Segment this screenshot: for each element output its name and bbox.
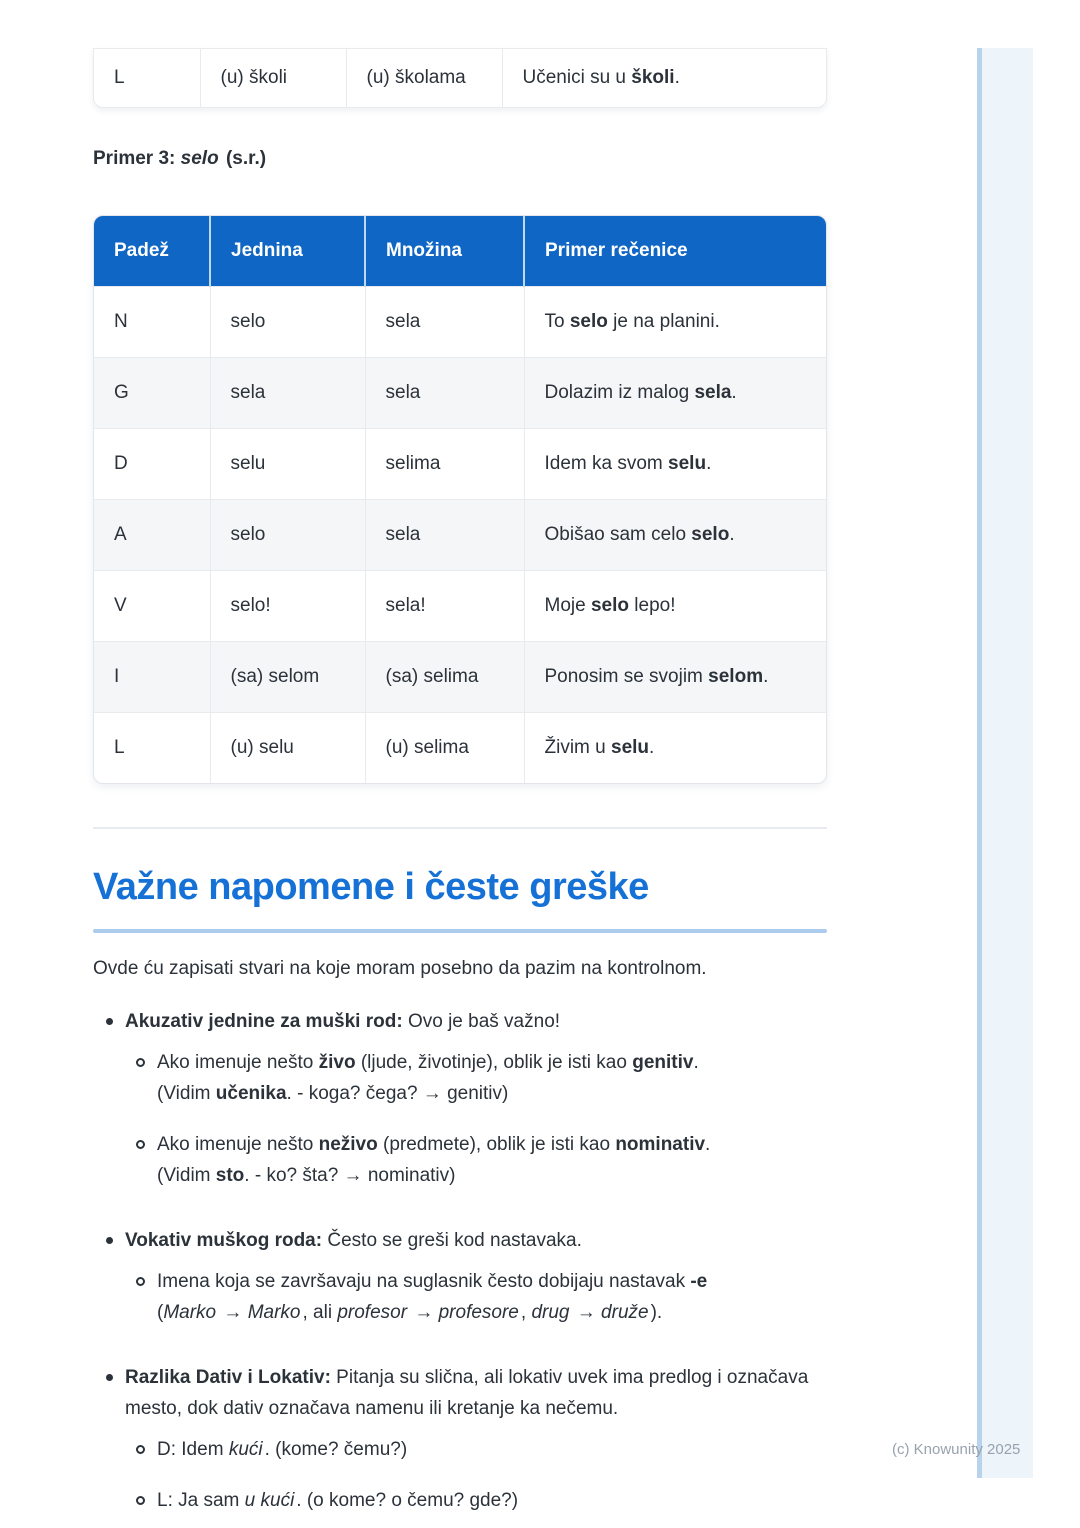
plural-cell: (u) školama bbox=[346, 49, 502, 107]
singular-cell: (u) školi bbox=[200, 49, 346, 107]
sentence-cell: Učenici su u školi. bbox=[502, 49, 827, 107]
plural-cell: sela bbox=[365, 500, 524, 571]
singular-cell: (sa) selom bbox=[210, 642, 365, 713]
note-section-vokativ bbox=[93, 1225, 837, 1328]
singular-cell: selo bbox=[210, 287, 365, 358]
sentence-cell: Obišao sam celo selo. bbox=[524, 500, 827, 571]
selo-table-row bbox=[94, 358, 827, 429]
notes-list bbox=[93, 1006, 837, 1516]
primer3-prefix: Primer 3: bbox=[93, 148, 181, 169]
singular-cell: selo! bbox=[210, 571, 365, 642]
plural-cell: sela! bbox=[365, 571, 524, 642]
bullet-icon bbox=[106, 1237, 113, 1244]
bullet-icon bbox=[106, 1374, 113, 1381]
col-header-mnozina: Množina bbox=[365, 216, 524, 287]
primer3-word: selo bbox=[180, 148, 219, 169]
sub-bullet-icon bbox=[136, 1496, 145, 1505]
previous-table-fragment bbox=[93, 48, 827, 108]
note-subitem bbox=[93, 1434, 837, 1465]
sub-bullet-icon bbox=[136, 1140, 145, 1149]
sentence-cell: To selo je na planini. bbox=[524, 287, 827, 358]
case-cell: D bbox=[94, 429, 210, 500]
col-header-padez: Padež bbox=[94, 216, 210, 287]
page-title: Važne napomene i česte greške bbox=[93, 866, 649, 908]
plural-cell: sela bbox=[365, 358, 524, 429]
sub-bullet-icon bbox=[136, 1277, 145, 1286]
col-header-primer: Primer rečenice bbox=[524, 216, 827, 287]
note-text: Vokativ muškog roda: Često se greši kod nastavaka. bbox=[125, 1230, 582, 1251]
skola-table bbox=[94, 49, 827, 107]
selo-table-row bbox=[94, 713, 827, 784]
note-subitem bbox=[93, 1047, 837, 1109]
heading-underline bbox=[93, 929, 827, 933]
sentence-cell: Moje selo lepo! bbox=[524, 571, 827, 642]
case-cell: I bbox=[94, 642, 210, 713]
case-cell: L bbox=[114, 67, 125, 88]
case-cell: A bbox=[94, 500, 210, 571]
selo-table-row bbox=[94, 571, 827, 642]
singular-cell: selu bbox=[210, 429, 365, 500]
plural-cell: (sa) selima bbox=[365, 642, 524, 713]
note-subitem bbox=[93, 1129, 837, 1191]
plural-cell: selima bbox=[365, 429, 524, 500]
case-cell: V bbox=[94, 571, 210, 642]
case-cell: G bbox=[94, 358, 210, 429]
note-item bbox=[93, 1225, 837, 1256]
note-subtext: Ako imenuje nešto živo (ljude, životinje), oblik je isti kao genitiv. (Vidim učenika. - koga? čega? → genitiv) bbox=[157, 1052, 699, 1104]
section-divider bbox=[93, 827, 827, 829]
selo-declension-table-wrap bbox=[93, 215, 827, 784]
sub-bullet-icon bbox=[136, 1058, 145, 1067]
note-subtext: Imena koja se završavaju na suglasnik često dobijaju nastavak -e (Marko → Marko , ali profesor → profesore , drug → druže ). bbox=[157, 1271, 708, 1323]
selo-table-row bbox=[94, 429, 827, 500]
intro-paragraph: Ovde ću zapisati stvari na koje moram posebno da pazim na kontrolnom. bbox=[93, 958, 707, 979]
case-cell: N bbox=[94, 287, 210, 358]
sub-bullet-icon bbox=[136, 1445, 145, 1454]
singular-cell: (u) selu bbox=[210, 713, 365, 784]
note-subitem bbox=[93, 1266, 837, 1328]
table-row bbox=[94, 49, 827, 107]
selo-table-row bbox=[94, 642, 827, 713]
side-page-strip bbox=[977, 48, 1033, 1478]
selo-table-row bbox=[94, 500, 827, 571]
note-section-akuzativ bbox=[93, 1006, 837, 1191]
bullet-icon bbox=[106, 1018, 113, 1025]
note-section-dativ-lokativ bbox=[93, 1362, 837, 1516]
sentence-cell: Idem ka svom selu. bbox=[524, 429, 827, 500]
plural-cell: (u) selima bbox=[365, 713, 524, 784]
note-subtext: D: Idem kući . (kome? čemu?) bbox=[157, 1439, 408, 1460]
sentence-cell: Dolazim iz malog sela. bbox=[524, 358, 827, 429]
primer3-suffix: (s.r.) bbox=[220, 148, 267, 169]
note-item bbox=[93, 1006, 837, 1037]
selo-declension-table bbox=[94, 216, 827, 783]
note-item bbox=[93, 1362, 837, 1424]
case-cell: L bbox=[94, 713, 210, 784]
plural-cell: sela bbox=[365, 287, 524, 358]
copyright-footer: (c) Knowunity 2025 bbox=[892, 1441, 1021, 1458]
selo-table-row bbox=[94, 287, 827, 358]
primer3-label bbox=[93, 148, 266, 170]
note-subitem bbox=[93, 1485, 837, 1516]
selo-table-header-row bbox=[94, 216, 827, 287]
singular-cell: sela bbox=[210, 358, 365, 429]
selo-table-body bbox=[94, 287, 827, 784]
sentence-cell: Živim u selu. bbox=[524, 713, 827, 784]
singular-cell: selo bbox=[210, 500, 365, 571]
col-header-jednina: Jednina bbox=[210, 216, 365, 287]
note-text: Razlika Dativ i Lokativ: Pitanja su slična, ali lokativ uvek ima predlog i označava mesto, dok dativ označava namenu ili kretanje ka nečemu. bbox=[125, 1367, 809, 1419]
sentence-cell: Ponosim se svojim selom. bbox=[524, 642, 827, 713]
note-text: Akuzativ jednine za muški rod: Ovo je baš važno! bbox=[125, 1011, 561, 1032]
note-subtext: Ako imenuje nešto neživo (predmete), oblik je isti kao nominativ. (Vidim sto. - ko? šta? → nominativ) bbox=[157, 1134, 711, 1186]
note-subtext: L: Ja sam u kući . (o kome? o čemu? gde?) bbox=[157, 1490, 519, 1511]
